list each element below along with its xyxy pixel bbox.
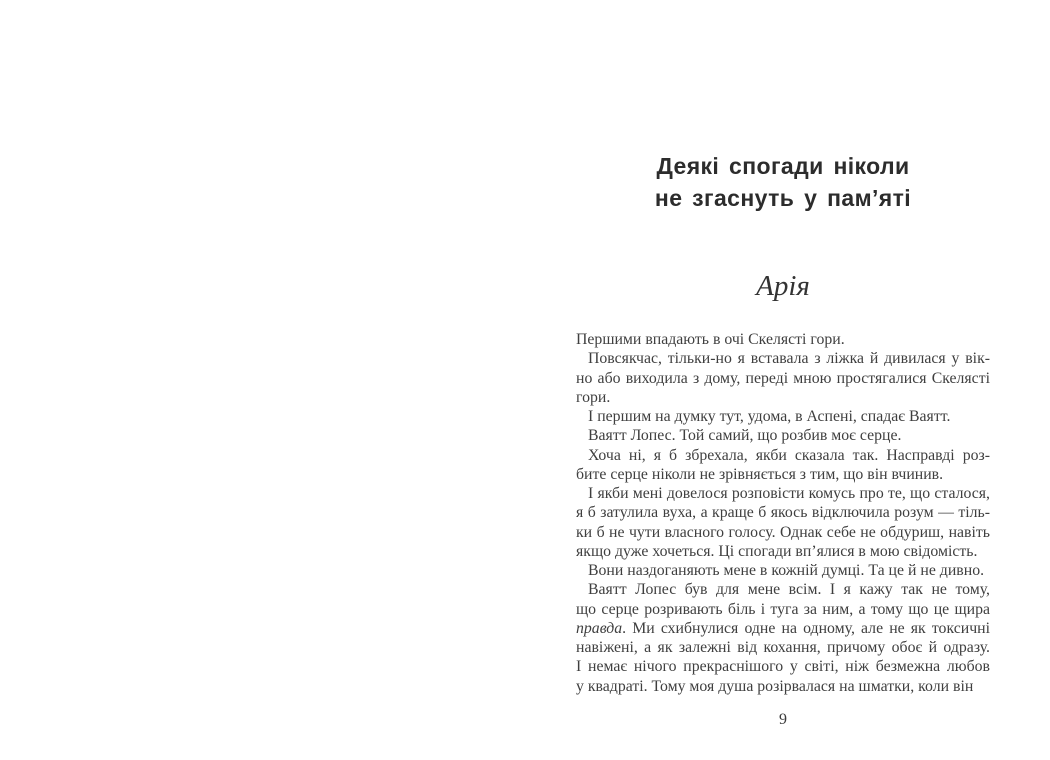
text-segment: я б затулила вуха, а краще б якось відключила розум — тіль- xyxy=(576,504,990,522)
text-line xyxy=(576,657,990,676)
text-segment: Хоча ні, я б збрехала, якби сказала так. Насправді роз- xyxy=(588,446,990,464)
text-segment: І немає нічого прекраснішого у світі, ніж безмежна любов xyxy=(576,658,990,676)
text-segment: Повсякчас, тільки-но я вставала з ліжка й дивилася у вік- xyxy=(588,350,990,368)
page-number: 9 xyxy=(779,711,787,728)
text-segment: но або виходила з дому, переді мною простягалися Скелясті xyxy=(576,369,990,387)
text-segment: навіжені, а як залежні від кохання, причому обоє й одразу. xyxy=(576,639,990,656)
text-segment: бите серце ніколи не зрівняється з тим, що він вчинив. xyxy=(576,465,944,483)
text-line xyxy=(576,677,990,696)
text-line xyxy=(576,638,990,657)
text-segment: що серце розривають біль і туга за ним, а тому що це щира xyxy=(576,600,990,618)
right-page xyxy=(576,0,990,760)
chapter-title-line-2: не згаснуть у пам’яті xyxy=(654,185,912,211)
text-line xyxy=(576,349,990,368)
text-segment: Першими впадають в очі Скелясті гори. xyxy=(576,331,845,348)
chapter-narrator-name: Арія xyxy=(756,270,810,302)
text-segment: І першим на думку тут, удома, в Аспені, спадає Ваятт. xyxy=(588,408,951,425)
text-line xyxy=(576,619,990,638)
chapter-title xyxy=(576,150,990,214)
text-segment: правда xyxy=(576,619,623,637)
text-line xyxy=(576,426,990,445)
text-line xyxy=(576,465,990,484)
text-line xyxy=(576,330,990,349)
text-line xyxy=(576,542,990,561)
text-segment: ки б не чути власного голосу. Однак себе не обдуриш, навіть xyxy=(576,523,990,541)
text-line xyxy=(576,561,990,580)
text-line xyxy=(576,523,990,542)
text-segment: якщо дуже хочеться. Ці спогади вп’ялися в мою свідомість. xyxy=(576,542,978,560)
text-segment: Ваятт Лопес був для мене всім. І я кажу так не тому, xyxy=(588,581,990,599)
text-line xyxy=(576,600,990,619)
text-line xyxy=(576,369,990,388)
text-segment: у квадраті. Тому моя душа розірвалася на шматки, коли він xyxy=(576,677,974,695)
text-line xyxy=(576,484,990,503)
text-line xyxy=(576,503,990,522)
text-line xyxy=(576,388,990,407)
text-segment: І якби мені довелося розповісти комусь про те, що сталося, xyxy=(588,485,990,502)
text-line xyxy=(576,580,990,599)
text-line xyxy=(576,446,990,465)
text-segment: Ваятт Лопес. Той самий, що розбив моє серце. xyxy=(588,427,902,445)
chapter-title-line-1: Деякі спогади ніколи xyxy=(656,153,910,179)
text-line xyxy=(576,407,990,426)
text-segment: Вони наздоганяють мене в кожній думці. Та це й не дивно. xyxy=(588,562,985,579)
text-segment: гори. xyxy=(576,388,611,406)
text-segment: . Ми схибнулися одне на одному, але не як токсичні xyxy=(622,619,990,637)
body-text xyxy=(576,330,990,696)
